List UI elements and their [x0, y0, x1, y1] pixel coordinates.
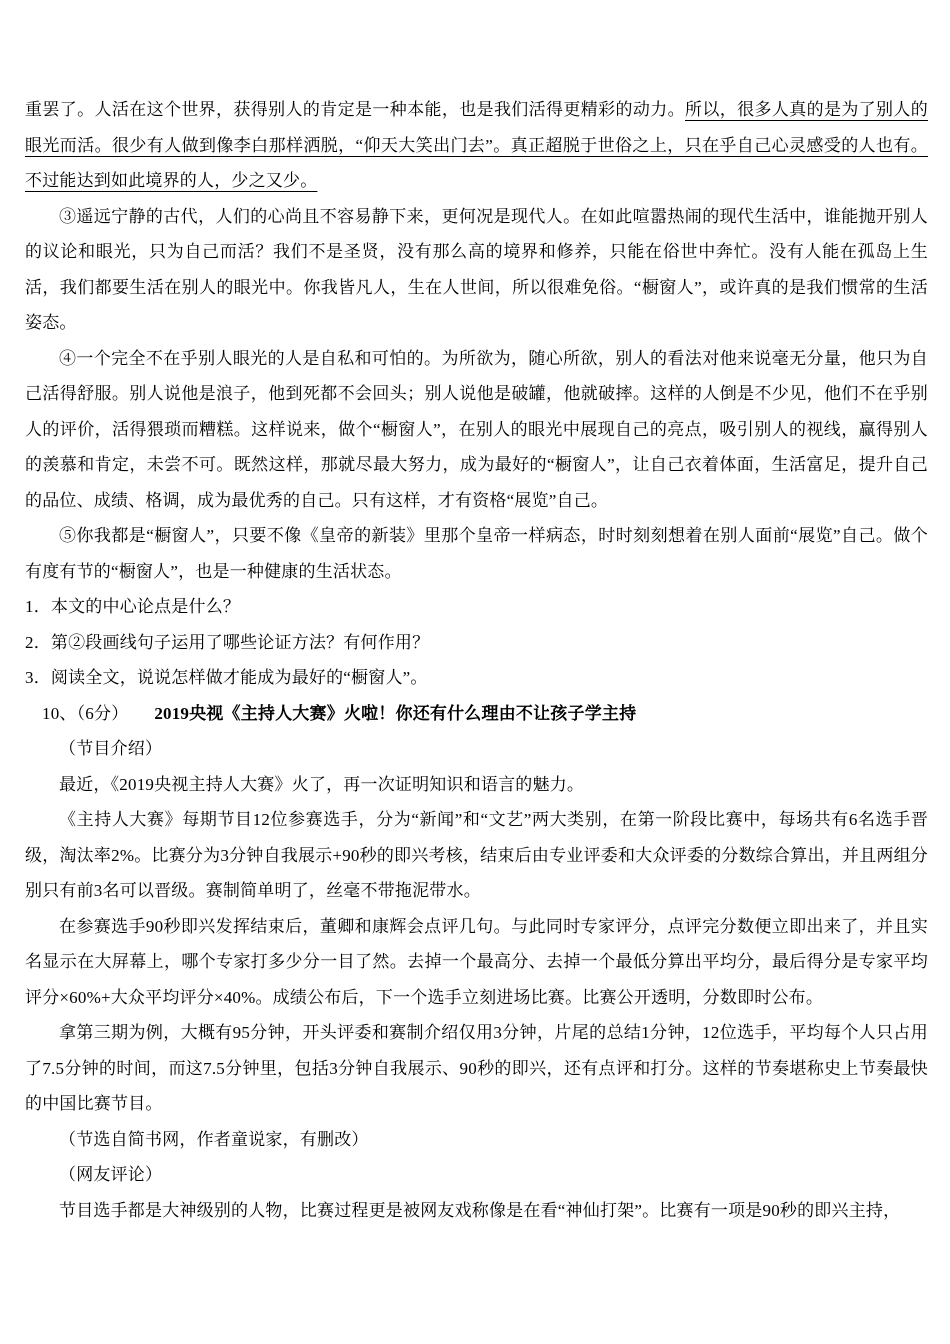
text-segment: 《主持人大赛》每期节目12位参赛选手，分为“新闻”和“文艺”两大类别，在第一阶段比赛中，每场共有6名选手晋级，淘汰率2%。比赛分为3分钟自我展示+90秒的即兴考核，结束后由专业评委和大众评委的分数综合算出，并且两组分别只有前3名可以晋级。赛制简单明了，丝毫不带拖泥带水。	[25, 810, 928, 900]
question-10-header	[25, 696, 928, 732]
text-segment: 10、（6分）	[42, 703, 155, 723]
text-segment: 重罢了。人活在这个世界，获得别人的肯定是一种本能，也是我们活得更精彩的动力。	[25, 100, 685, 119]
intro-para-3	[25, 909, 928, 1016]
text-segment: 2．第②段画线句子运用了哪些论证方法？有何作用？	[25, 632, 430, 652]
source-note	[25, 1122, 928, 1158]
essay-para-5	[25, 518, 928, 589]
text-segment: 3．阅读全文，说说怎样做才能成为最好的“橱窗人”。	[25, 668, 428, 687]
text-segment: ③遥远宁静的古代，人们的心尚且不容易静下来，更何况是现代人。在如此喧嚣热闹的现代生活中，谁能抛开别人的议论和眼光，只为自己而活？我们不是圣贤，没有那么高的境界和修养，只能在俗世中奔忙。没有人能在孤岛上生活，我们都要生活在别人的眼光中。你我皆凡人，生在人世间，所以很难免俗。“橱窗人”，或许真的是我们惯常的生活姿态。	[25, 206, 928, 332]
text-segment: （网友评论）	[59, 1165, 163, 1184]
text-segment: 最近，《2019央视主持人大赛》火了，再一次证明知识和语言的魅力。	[59, 774, 585, 794]
text-segment: 1．本文的中心论点是什么？	[25, 597, 241, 616]
intro-para-4	[25, 1015, 928, 1122]
question-3	[25, 660, 928, 696]
text-segment: ④一个完全不在乎别人眼光的人是自私和可怕的。为所欲为，随心所欲，别人的看法对他来说毫无分量，他只为自己活得舒服。别人说他是浪子，他到死都不会回头；别人说他是破罐，他就破摔。这样的人倒是不少见，他们不在乎别人的评价，活得猥琐而糟糕。这样说来，做个“橱窗人”，在别人的眼光中展现自己的亮点，吸引别人的视线，赢得别人的羡慕和肯定，未尝不可。既然这样，那就尽最大努力，成为最好的“橱窗人”，让自己衣着体面，生活富足，提升自己的品位、成绩、格调，成为最优秀的自己。只有这样，才有资格“展览”自己。	[25, 348, 928, 510]
bold-title-segment: 2019央视《主持人大赛》火啦！你还有什么理由不让孩子学主持	[154, 703, 637, 723]
intro-para-2	[25, 802, 928, 909]
essay-para-3	[25, 199, 928, 341]
text-segment: （节目介绍）	[59, 739, 163, 758]
essay-para-2-continuation	[25, 92, 928, 199]
text-segment: 在参赛选手90秒即兴发挥结束后，董卿和康辉会点评几句。与此同时专家评分，点评完分数便立即出来了，并且实名显示在大屏幕上，哪个专家打多少分一目了然。去掉一个最高分、去掉一个最低分算出平均分，最后得分是专家平均评分×60%+大众平均评分×40%。成绩公布后，下一个选手立刻进场比赛。比赛公开透明，分数即时公布。	[25, 916, 928, 1007]
section-label-program-intro	[25, 731, 928, 767]
question-2	[25, 625, 928, 661]
intro-para-1	[25, 767, 928, 803]
question-1	[25, 589, 928, 625]
text-segment: （节选自简书网，作者童说家，有删改）	[59, 1129, 369, 1149]
text-segment: 节目选手都是大神级别的人物，比赛过程更是被网友戏称像是在看“神仙打架”。比赛有一项是90秒的即兴主持，	[59, 1200, 901, 1220]
text-segment: ⑤你我都是“橱窗人”，只要不像《皇帝的新装》里那个皇帝一样病态，时时刻刻想着在别人面前“展览”自己。做个有度有节的“橱窗人”，也是一种健康的生活状态。	[25, 526, 928, 581]
text-segment: 拿第三期为例，大概有95分钟，开头评委和赛制介绍仅用3分钟，片尾的总结1分钟，12位选手，平均每个人只占用了7.5分钟的时间，而这7.5分钟里，包括3分钟自我展示、90秒的即兴，还有点评和打分。这样的节奏堪称史上节奏最快的中国比赛节目。	[25, 1023, 928, 1113]
section-label-netizen-comments	[25, 1157, 928, 1193]
essay-para-4	[25, 341, 928, 519]
comment-para-1	[25, 1193, 928, 1229]
underlined-text-segment: 所以，很多人真的是为了别人的眼光而活。很少有人做到像李白那样洒脱，“仰天大笑出门去”。真正超脱于世俗之上，只在乎自己心灵感受的人也有。不过能达到如此境界的人，少之又少。	[25, 100, 928, 190]
